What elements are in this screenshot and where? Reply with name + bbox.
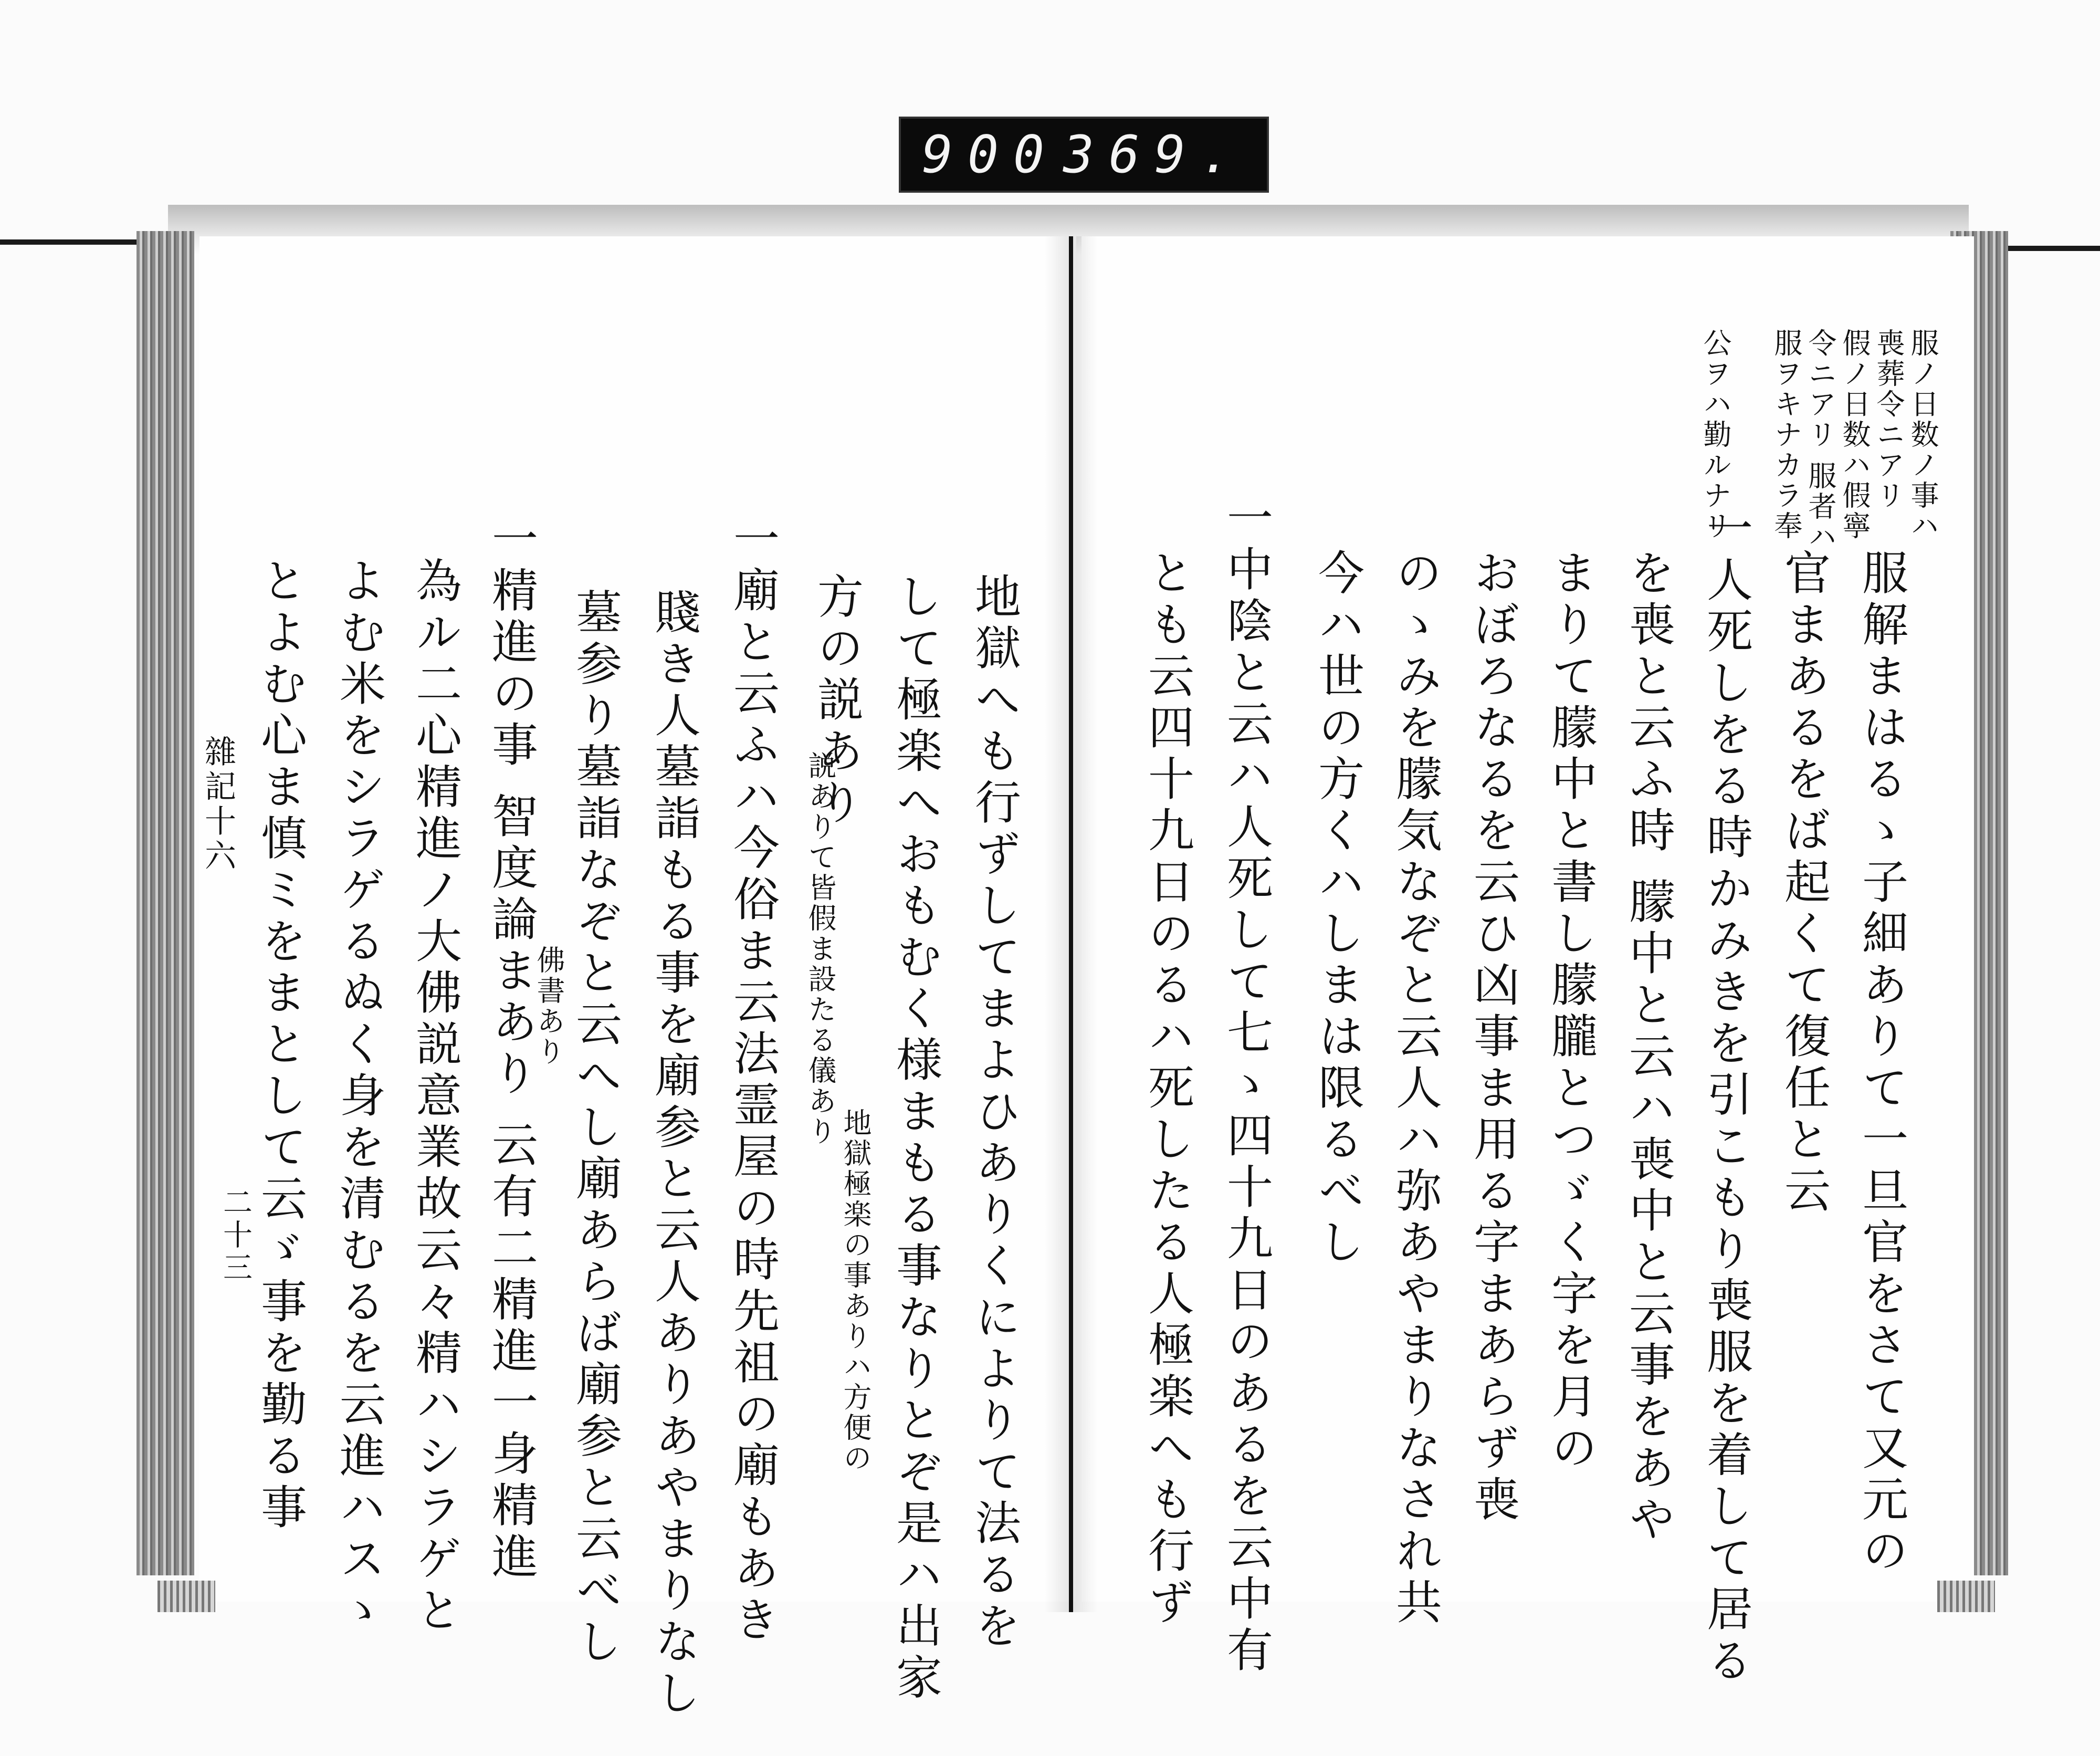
headnote-line: 服ノ日数ノ事ハ: [1906, 328, 1939, 541]
chapter-header: 雜記十六: [200, 735, 236, 874]
catalog-label: [899, 117, 1269, 193]
catalog-left-number: 900: [922, 124, 1059, 185]
text-line: 一中陰と云ハ人死して七ゝ四十九日のあるを云中有: [1220, 494, 1274, 1677]
headnote-line: 公ヲハ勤ルナリ: [1699, 328, 1732, 541]
text-line: 今ハ世の方くハしまは限るべし: [1311, 549, 1365, 1269]
text-line: まりて朦中と書し朦朧とつゞく字を月の: [1544, 549, 1598, 1475]
headnote-line: 喪葬令ニアリ: [1872, 328, 1905, 511]
text-line: 賤き人墓詣もる事を廟参と云人ありあやまりなし: [647, 588, 701, 1720]
headnote-line: 假ノ日数ハ假寧: [1838, 328, 1871, 541]
headnote-line: 服ヲキナカラ奉: [1770, 328, 1803, 541]
text-line: よむ米をシラゲるぬく身を清むるを云進ハスゝ: [332, 557, 386, 1637]
text-line: 一人死しをる時かみきを引こもり喪服を着して居る: [1699, 504, 1754, 1688]
text-line: とよむ心ま慎ミをまとして云ゞ事を勤る事: [254, 557, 308, 1534]
text-line: 官まあるをば起くて復任と云: [1777, 549, 1831, 1218]
headnote-line: 令ニアリ 服者ハ: [1804, 328, 1837, 553]
text-line: して極楽へおもむく様まもる事なりとぞ是ハ出家: [889, 572, 943, 1705]
small-note: 佛書あり: [532, 945, 565, 1067]
left-bottom-edge: [158, 1581, 215, 1612]
text-line: 為ル二心精進ノ大佛説意業故云々精ハシラゲと: [408, 557, 463, 1637]
left-page: [200, 236, 1076, 1602]
text-line: 一精進の事 智度論まあり 云有二精進一身精進: [485, 515, 539, 1584]
text-line: 方の説あり: [810, 572, 864, 830]
catalog-right-number: 369.: [1063, 124, 1246, 185]
text-line: を喪と云ふ時 朦中と云ハ喪中と云事をあや: [1622, 549, 1676, 1546]
text-line: のゝみを朦気なぞと云人ハ弥あやまりなされ共: [1389, 549, 1443, 1629]
text-line: 服解まはるゝ子細ありて一旦官をさて又元の: [1855, 549, 1909, 1578]
right-bottom-edge: [1937, 1581, 1995, 1612]
left-page-edges: [136, 231, 194, 1575]
page-folio: 二十三: [218, 1187, 253, 1284]
inline-note-line: 地獄極楽の事ありハ方便の: [839, 1108, 872, 1473]
inline-note-line: 説ありて皆假ま設たる儀あり: [804, 751, 837, 1147]
text-line: 地獄へも行ずしてまよひありくによりて法るを: [968, 572, 1022, 1653]
text-line: とも云四十九日のるハ死したる人極楽へも行ず: [1141, 549, 1195, 1629]
text-line: おぼろなるを云ひ凶事ま用る字まあらず喪: [1466, 549, 1520, 1527]
text-line: 一廟と云ふハ今俗ま云法霊屋の時先祖の廟もあき: [726, 515, 780, 1647]
book-gutter: [1069, 236, 1073, 1612]
text-line: 墓参り墓詣なぞと云へし廟あらば廟参と云べし: [569, 588, 623, 1669]
